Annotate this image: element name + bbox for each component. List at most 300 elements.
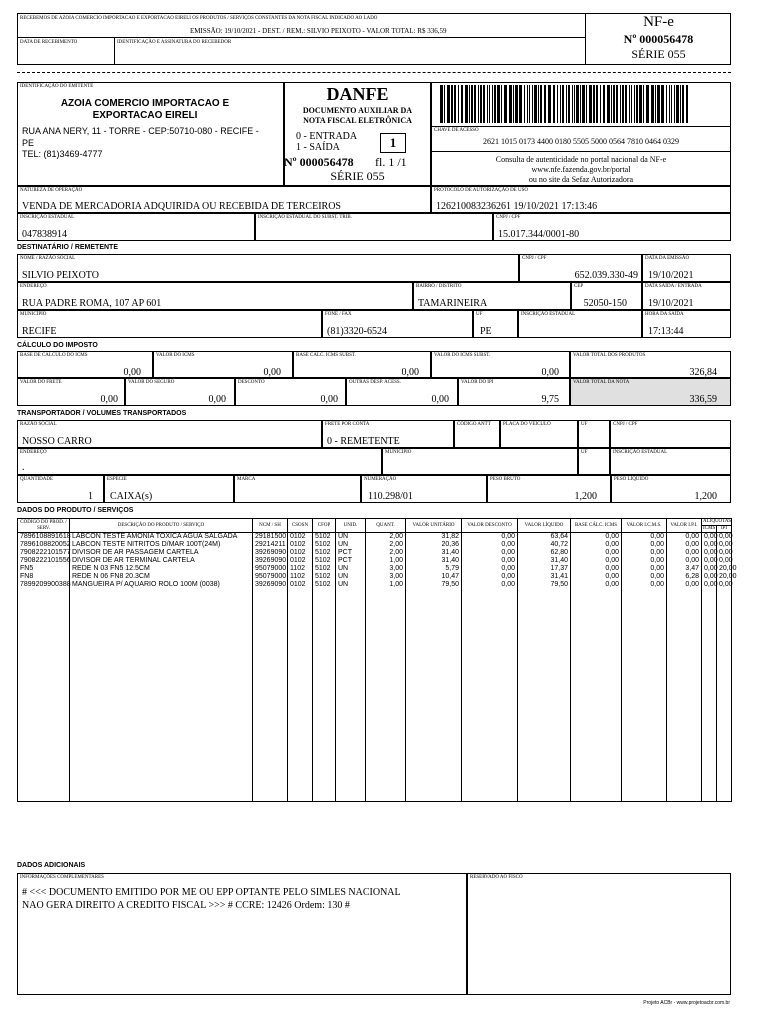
- ie-value: 047838914: [22, 229, 67, 240]
- barcode-bar: [444, 85, 445, 123]
- table-cell: UN: [336, 573, 366, 581]
- table-cell: 0102: [288, 533, 313, 542]
- barcode-bar: [548, 85, 551, 123]
- table-cell: 5102: [313, 573, 336, 581]
- barcode-bar: [529, 85, 530, 123]
- table-cell: 2,00: [366, 533, 406, 542]
- table-cell: 0102: [288, 549, 313, 557]
- valor-icms-value: 0,00: [263, 367, 281, 378]
- barcode-bar: [576, 85, 579, 123]
- chave-label: CHAVE DE ACESSO: [434, 128, 479, 133]
- frete-value: 0,00: [100, 394, 118, 405]
- table-cell: 31,40: [518, 557, 571, 565]
- barcode-bar: [458, 85, 459, 123]
- table-cell: REDE N 06 FN8 20.3CM: [70, 573, 253, 581]
- ie-label: INSCRIÇÃO ESTADUAL: [20, 215, 75, 220]
- transportador-section: TRANSPORTADOR / VOLUMES TRANSPORTADOS: [17, 410, 187, 417]
- dest-bairro-label: BAIRRO / DISTRITO: [416, 284, 462, 289]
- col-aliq-icms: ICMS: [703, 526, 716, 531]
- danfe-subtitle-1: DOCUMENTO AUXILIAR DA: [302, 106, 413, 115]
- canhoto-serie: SÉRIE 055: [631, 47, 686, 61]
- barcode-bar: [489, 85, 490, 123]
- protocolo-label: PROTOCOLO DE AUTORIZAÇÃO DE USO: [434, 188, 528, 193]
- table-cell: 29181500: [253, 533, 288, 542]
- table-cell: 0,00: [667, 541, 702, 549]
- table-cell: PCT: [336, 557, 366, 565]
- table-cell: 7908222101556: [18, 557, 70, 565]
- col-cfop: CFOP: [313, 519, 336, 533]
- dest-hora: 17:13:44: [648, 326, 684, 337]
- barcode-image: [440, 85, 690, 123]
- barcode-bar: [574, 85, 575, 123]
- col-unid: UNID.: [336, 519, 366, 533]
- barcode-bar: [676, 85, 679, 123]
- protocolo-value: 126210083236261 19/10/2021 17:13:46: [436, 201, 598, 212]
- barcode-bar: [661, 85, 664, 123]
- canhoto-nfe: NF-e: [643, 14, 674, 30]
- barcode-bar: [562, 85, 564, 123]
- dest-saida-label: DATA SAÍDA / ENTRADA: [645, 284, 702, 289]
- transp-placa-label: PLACA DO VEÍCULO: [503, 422, 551, 427]
- table-cell: 0102: [288, 557, 313, 565]
- cnpj-value: 15.017.344/0001-80: [498, 229, 580, 240]
- table-cell: 0,00: [571, 581, 622, 589]
- transp-peso-bruto-label: PESO BRUTO: [490, 477, 521, 482]
- danfe-subtitle-2: NOTA FISCAL ELETRÔNICA: [303, 116, 412, 125]
- table-cell: 0,00: [702, 533, 717, 542]
- canhoto-divider-v2: [114, 37, 115, 65]
- transp-qtd-label: QUANTIDADE: [20, 477, 54, 482]
- products-filler: [18, 589, 732, 801]
- table-cell: 31,40: [406, 557, 462, 565]
- barcode-bar: [553, 85, 555, 123]
- barcode-bar: [447, 85, 450, 123]
- dest-uf: PE: [480, 326, 492, 337]
- barcode-bar: [538, 85, 539, 123]
- transp-endereco: .: [22, 462, 25, 473]
- dest-hora-label: HORA DA SAÍDA: [645, 312, 684, 317]
- barcode-bar: [540, 85, 542, 123]
- barcode-bar: [616, 85, 618, 123]
- danfe-folha: fl. 1 /1: [375, 155, 407, 169]
- table-cell: 0,00: [462, 573, 518, 581]
- table-cell: 0,00: [622, 565, 667, 573]
- emitente-name-2: EXPORTACAO EIRELI: [92, 110, 198, 121]
- table-cell: 0,00: [622, 581, 667, 589]
- barcode-bar: [669, 85, 670, 123]
- table-row: [18, 557, 732, 565]
- table-cell: 3,00: [366, 565, 406, 573]
- total-nota-value: 336,59: [689, 394, 717, 405]
- barcode-bar: [566, 85, 567, 123]
- table-cell: 0,00: [462, 549, 518, 557]
- barcode-bar: [471, 85, 473, 123]
- dest-uf-label: UF: [476, 312, 483, 317]
- seguro-label: VALOR DO SEGURO: [128, 380, 175, 385]
- danfe-saida: 1 - SAÍDA: [296, 142, 340, 153]
- table-cell: 0,00: [702, 541, 717, 549]
- chave-divider: [431, 126, 731, 127]
- table-cell: 0,00: [702, 557, 717, 565]
- transp-peso-liquido: 1,200: [694, 491, 717, 502]
- table-cell: LABCON TESTE NITRITOS D/MAR 100T(24M): [70, 541, 253, 549]
- barcode-bar: [527, 85, 528, 123]
- table-cell: 5102: [313, 565, 336, 573]
- consulta-line-2: www.nfe.fazenda.gov.br/portal: [531, 165, 631, 174]
- barcode-bar: [636, 85, 638, 123]
- barcode-bar: [501, 85, 502, 123]
- barcode-bar: [671, 85, 672, 123]
- table-cell: 31,82: [406, 533, 462, 542]
- barcode-bar: [515, 85, 518, 123]
- table-cell: 1102: [288, 573, 313, 581]
- table-cell: 7899209900388: [18, 581, 70, 589]
- info-line-1: # <<< DOCUMENTO EMITIDO POR ME OU EPP OPTANTE PELO SIMLES NACIONAL: [22, 887, 401, 898]
- emitente-address-2: PE: [22, 138, 35, 148]
- table-cell: 1102: [288, 565, 313, 573]
- barcode-bar: [666, 85, 667, 123]
- dest-cpf: 652.039.330-49: [574, 270, 638, 281]
- table-cell: 39269090: [253, 549, 288, 557]
- ipi-value: 9,75: [541, 394, 559, 405]
- table-cell: 95079000: [253, 565, 288, 573]
- table-cell: 0,00: [667, 581, 702, 589]
- transp-numeracao-label: NUMERAÇÃO: [364, 477, 397, 482]
- table-cell: 0,00: [622, 573, 667, 581]
- adicionais-section: DADOS ADICIONAIS: [17, 862, 86, 869]
- transp-municipio-label: MUNICÍPIO: [385, 450, 412, 455]
- col-valor-icms: VALOR I.C.M.S.: [622, 519, 667, 533]
- barcode-bar: [519, 85, 522, 123]
- valor-st-label: VALOR DO ICMS SUBST.: [434, 353, 491, 358]
- barcode-bar: [593, 85, 595, 123]
- table-row: [18, 541, 732, 549]
- dest-municipio-box: [17, 310, 322, 338]
- barcode-bar: [643, 85, 644, 123]
- dest-cep-label: CEP: [574, 284, 584, 289]
- cut-line: [17, 72, 731, 73]
- barcode-bar: [634, 85, 635, 123]
- barcode-bar: [674, 85, 675, 123]
- dest-endereco: RUA PADRE ROMA, 107 AP 601: [22, 298, 162, 309]
- cnpj-label: CNPJ / CPF: [496, 215, 521, 220]
- produtos-section: DADOS DO PRODUTO / SERVIÇOS: [17, 507, 134, 514]
- barcode-bar: [589, 85, 592, 123]
- danfe-serie: SÉRIE 055: [330, 169, 385, 183]
- transp-frete-label: FRETE POR CONTA: [325, 422, 370, 427]
- table-cell: 0,00: [702, 565, 717, 573]
- outras-label: OUTRAS DESP. ACESS.: [349, 380, 401, 385]
- dest-endereco-label: ENDEREÇO: [20, 284, 47, 289]
- info-label: INFORMAÇÕES COMPLEMENTARES: [20, 875, 104, 880]
- transp-numeracao: 110.298/01: [368, 491, 413, 502]
- table-cell: UN: [336, 541, 366, 549]
- table-cell: 63,64: [518, 533, 571, 542]
- total-prod-label: VALOR TOTAL DOS PRODUTOS: [573, 353, 646, 358]
- table-cell: 7908222101577: [18, 549, 70, 557]
- table-row: [18, 573, 732, 581]
- table-cell: 0,00: [717, 581, 732, 589]
- barcode-bar: [504, 85, 507, 123]
- transp-uf2-label: UF: [581, 450, 588, 455]
- products-filler-row: [18, 589, 732, 801]
- transp-endereco-box: [17, 448, 382, 475]
- canhoto-date-label: DATA DE RECEBIMENTO: [20, 40, 78, 45]
- table-cell: 0,00: [622, 557, 667, 565]
- table-cell: 10,47: [406, 573, 462, 581]
- barcode-bar: [454, 85, 456, 123]
- table-cell: DIVISOR DE AR PASSAGEM CARTELA: [70, 549, 253, 557]
- table-cell: 31,40: [406, 549, 462, 557]
- barcode-bar: [596, 85, 598, 123]
- table-cell: 5102: [313, 557, 336, 565]
- transp-peso-bruto: 1,200: [574, 491, 597, 502]
- barcode-bar: [631, 85, 632, 123]
- transp-antt-label: CÓDIGO ANTT: [457, 422, 491, 427]
- table-cell: 0,00: [717, 541, 732, 549]
- dest-fone: (81)3320-6524: [327, 326, 387, 337]
- barcode-bar: [544, 85, 546, 123]
- table-cell: 0,00: [462, 533, 518, 542]
- barcode-bar: [639, 85, 642, 123]
- barcode-bar: [483, 85, 485, 123]
- table-cell: 29214211: [253, 541, 288, 549]
- table-cell: 1,00: [366, 557, 406, 565]
- table-cell: 0,00: [462, 541, 518, 549]
- table-cell: 5102: [313, 581, 336, 589]
- table-cell: UN: [336, 533, 366, 542]
- table-cell: 0,00: [702, 573, 717, 581]
- barcode-bar: [603, 85, 605, 123]
- table-cell: 0,00: [462, 581, 518, 589]
- valor-icms-label: VALOR DO ICMS: [156, 353, 195, 358]
- ipi-label: VALOR DO IPI: [461, 380, 494, 385]
- products-body: [18, 533, 737, 590]
- table-cell: 1,00: [366, 581, 406, 589]
- barcode-bar: [613, 85, 615, 123]
- fisco-box: [467, 873, 731, 995]
- table-cell: 0,00: [622, 549, 667, 557]
- barcode-bar: [686, 85, 688, 123]
- table-cell: 0,00: [571, 541, 622, 549]
- table-cell: 0,00: [667, 549, 702, 557]
- canhoto-header: RECEBEMOS DE AZOIA COMERCIO IMPORTACAO E EXPORTACAO EIRELI OS PRODUTOS / SERVIÇOS CONSTANTES DA NOTA FISCAL INDICADO AO LADO: [20, 16, 378, 21]
- danfe-entrada: 0 - ENTRADA: [296, 131, 358, 142]
- barcode-bar: [586, 85, 587, 123]
- table-cell: 0102: [288, 581, 313, 589]
- natureza-label: NATUREZA DE OPERAÇÃO: [20, 188, 83, 193]
- col-base-icms: BASE CÁLC. ICMS: [571, 519, 622, 533]
- table-cell: 95079000: [253, 573, 288, 581]
- consulta-line-3: ou no site da Sefaz Autorizadora: [528, 175, 634, 184]
- barcode-bar: [607, 85, 610, 123]
- table-row: [18, 549, 732, 557]
- base-icms-label: BASE DE CÁLCULO DO ICMS: [20, 353, 88, 358]
- table-cell: UN: [336, 565, 366, 573]
- base-st-value: 0,00: [401, 367, 419, 378]
- col-valor-desc: VALOR DESCONTO: [462, 519, 518, 533]
- base-st-label: BASE CALC. ICMS SUBST.: [296, 353, 356, 358]
- barcode-bar: [469, 85, 470, 123]
- table-cell: 79,50: [406, 581, 462, 589]
- table-cell: 0,00: [667, 557, 702, 565]
- frete-label: VALOR DO FRETE: [20, 380, 62, 385]
- table-row: [18, 581, 732, 589]
- table-cell: 0,00: [667, 533, 702, 542]
- table-cell: 20,36: [406, 541, 462, 549]
- col-csosn: CSOSN: [288, 519, 313, 533]
- seguro-value: 0,00: [208, 394, 226, 405]
- barcode-bar: [600, 85, 601, 123]
- dest-nome-label: NOME / RAZÃO SOCIAL: [20, 256, 76, 261]
- table-cell: 20,00: [717, 573, 732, 581]
- dest-cpf-label: CNPJ / CPF: [522, 256, 547, 261]
- barcode-bar: [534, 85, 537, 123]
- col-quant: QUANT.: [366, 519, 406, 533]
- table-cell: 0,00: [462, 565, 518, 573]
- transp-peso-liquido-label: PESO LÍQUIDO: [614, 477, 649, 482]
- table-cell: 39269090: [253, 557, 288, 565]
- dest-ie-label: INSCRIÇÃO ESTADUAL: [521, 312, 576, 317]
- transp-marca-label: MARCA: [237, 477, 256, 482]
- transp-ie-label: INSCRIÇÃO ESTADUAL: [613, 450, 668, 455]
- desconto-label: DESCONTO: [238, 380, 265, 385]
- emitente-address-1: RUA ANA NERY, 11 - TORRE - CEP:50710-080 - RECIFE -: [22, 126, 259, 136]
- base-icms-value: 0,00: [123, 367, 141, 378]
- table-cell: 39269090: [253, 581, 288, 589]
- dest-emissao-label: DATA DA EMISSÃO: [645, 256, 690, 261]
- chave-divider-2: [431, 151, 731, 152]
- desconto-value: 0,00: [320, 394, 338, 405]
- table-cell: 0,00: [571, 573, 622, 581]
- table-cell: 0,00: [702, 581, 717, 589]
- table-cell: 0,00: [571, 557, 622, 565]
- dest-saida: 19/10/2021: [648, 298, 694, 309]
- barcode-bar: [451, 85, 453, 123]
- table-cell: 0,00: [462, 557, 518, 565]
- barcode-bar: [611, 85, 612, 123]
- barcode-bar: [629, 85, 630, 123]
- table-cell: FN5: [18, 565, 70, 573]
- transp-cnpj-label: CNPJ / CPF: [613, 422, 638, 427]
- chave-value: 2621 1015 0173 4400 0180 5505 5000 0564 7810 0464 0329: [483, 137, 679, 146]
- canhoto-sign-label: IDENTIFICAÇÃO E ASSINATURA DO RECEBEDOR: [117, 40, 232, 45]
- table-cell: 0,00: [622, 533, 667, 542]
- dest-municipio: RECIFE: [22, 326, 57, 337]
- transp-endereco-label: ENDEREÇO: [20, 450, 47, 455]
- barcode-bar: [497, 85, 500, 123]
- valor-st-value: 0,00: [541, 367, 559, 378]
- barcode-bar: [625, 85, 627, 123]
- table-row: [18, 533, 732, 542]
- products-table: [17, 518, 737, 802]
- table-cell: MANGUEIRA P/ AQUARIO ROLO 100M (0038): [70, 581, 253, 589]
- col-aliq-ipi: IPI: [717, 526, 732, 533]
- dest-fone-label: FONE / FAX: [325, 312, 352, 317]
- barcode-bar: [572, 85, 573, 123]
- barcode-bar: [440, 85, 443, 123]
- table-cell: 20,00: [717, 565, 732, 573]
- table-cell: 2,00: [366, 541, 406, 549]
- barcode-bar: [557, 85, 558, 123]
- emitente-label: IDENTIFICAÇÃO DO EMITENTE: [20, 84, 94, 89]
- table-cell: 0,00: [571, 565, 622, 573]
- table-cell: 2,00: [366, 549, 406, 557]
- table-cell: 5102: [313, 541, 336, 549]
- table-cell: LABCON TESTE AMONIA TOXICA AGUA SALGADA: [70, 533, 253, 542]
- table-cell: 17,37: [518, 565, 571, 573]
- table-row: [18, 565, 732, 573]
- total-nota-label: VALOR TOTAL DA NOTA: [573, 380, 630, 385]
- barcode-bar: [487, 85, 488, 123]
- barcode-bar: [655, 85, 656, 123]
- danfe-number: Nº 000056478: [284, 155, 354, 169]
- table-cell: 6,28: [667, 573, 702, 581]
- barcode-bar: [580, 85, 581, 123]
- emitente-name-1: AZOIA COMERCIO IMPORTACAO E: [60, 98, 230, 109]
- table-cell: 40,72: [518, 541, 571, 549]
- imposto-section: CÁLCULO DO IMPOSTO: [17, 342, 98, 349]
- table-cell: 3,00: [366, 573, 406, 581]
- outras-value: 0,00: [431, 394, 449, 405]
- barcode-bar: [478, 85, 479, 123]
- barcode-bar: [509, 85, 512, 123]
- table-cell: 79,50: [518, 581, 571, 589]
- dest-bairro: TAMARINEIRA: [418, 298, 488, 309]
- barcode-bar: [682, 85, 684, 123]
- transp-razao-label: RAZÃO SOCIAL: [20, 422, 57, 427]
- table-cell: PCT: [336, 549, 366, 557]
- dest-cep: 52050-150: [583, 298, 627, 309]
- table-cell: UN: [336, 581, 366, 589]
- transp-especie-label: ESPÉCIE: [107, 477, 127, 482]
- transp-qtd: 1: [88, 491, 93, 502]
- dest-municipio-label: MUNICÍPIO: [20, 312, 47, 317]
- total-prod-value: 326,84: [689, 367, 717, 378]
- transp-uf-label: UF: [581, 422, 588, 427]
- barcode-bar: [582, 85, 585, 123]
- table-cell: 5102: [313, 549, 336, 557]
- col-valor-ipi: VALOR I.P.I.: [667, 519, 702, 533]
- footer-credit: Projeto ACBr - www.projetoacbr.com.br: [643, 1000, 730, 1006]
- barcode-bar: [513, 85, 514, 123]
- info-line-2: NAO GERA DIREITO A CREDITO FISCAL >>> # CCRE: 12426 Ordem: 130 #: [22, 900, 350, 911]
- table-cell: DIVISOR DE AR TERMINAL CARTELA: [70, 557, 253, 565]
- fisco-label: RESERVADO AO FISCO: [470, 875, 523, 880]
- transp-especie: CAIXA(s): [110, 491, 153, 502]
- transp-razao: NOSSO CARRO: [22, 436, 92, 447]
- barcode-bar: [524, 85, 525, 123]
- barcode-bar: [568, 85, 570, 123]
- barcode-bar: [646, 85, 649, 123]
- table-cell: 0,00: [571, 533, 622, 542]
- natureza-value: VENDA DE MERCADORIA ADQUIRIDA OU RECEBIDA DE TERCEIROS: [22, 201, 341, 212]
- iest-label: INSCRIÇÃO ESTADUAL DO SUBST. TRIB.: [258, 215, 352, 220]
- transp-frete: 0 - REMETENTE: [327, 436, 400, 447]
- table-cell: 0,00: [717, 549, 732, 557]
- danfe-tipo-box: 1: [380, 133, 406, 153]
- barcode-bar: [532, 85, 533, 123]
- col-ncm: NCM / SH: [253, 519, 288, 533]
- barcode-bar: [474, 85, 476, 123]
- barcode-bar: [657, 85, 660, 123]
- barcode-bar: [494, 85, 496, 123]
- barcode-bar: [465, 85, 468, 123]
- table-cell: 0,00: [717, 533, 732, 542]
- barcode-bar: [620, 85, 621, 123]
- transp-municipio-box: [382, 448, 578, 475]
- table-cell: 0,00: [702, 549, 717, 557]
